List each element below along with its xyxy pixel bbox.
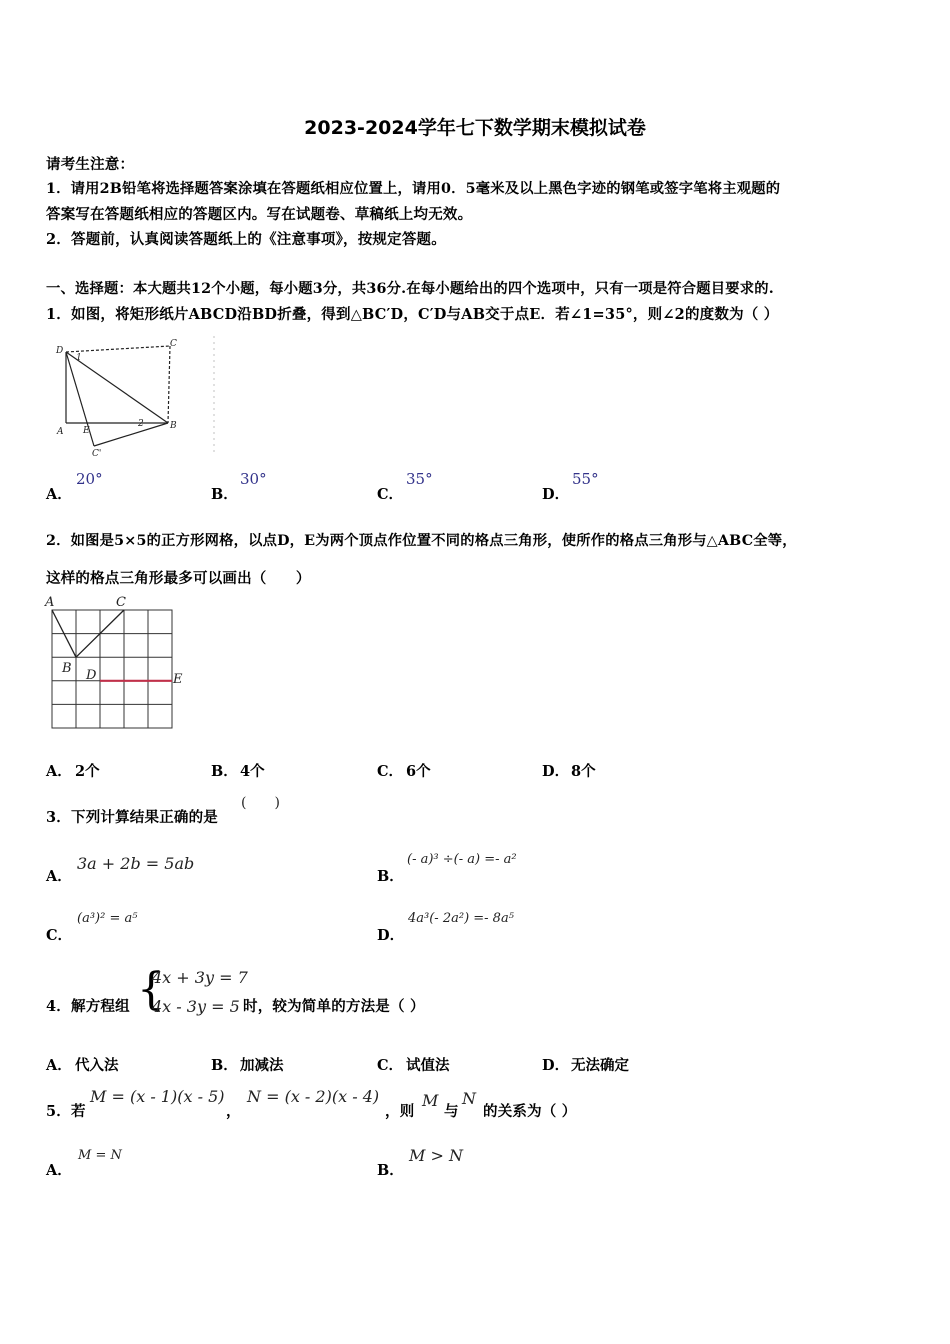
- label-c: C: [170, 339, 177, 349]
- label-b: B: [62, 661, 72, 676]
- q4-option-a-label: A．: [46, 1057, 72, 1074]
- q2-option-c-value: 6个: [406, 763, 431, 780]
- question-1-figure: [50, 332, 220, 462]
- q3-option-a-label: A．: [46, 868, 72, 885]
- q1-option-d-label: D．: [542, 486, 570, 503]
- q4-option-b-label: B．: [211, 1057, 238, 1074]
- label-e: E: [173, 672, 183, 687]
- label-d: D: [86, 668, 97, 683]
- q1-option-b-value: 30°: [240, 470, 267, 488]
- question-4-stem-a: 4．解方程组: [46, 998, 130, 1015]
- q2-option-d-value: 8个: [571, 763, 596, 780]
- q4-option-c-label: C．: [377, 1057, 404, 1074]
- question-5-stem-a: 5．若: [46, 1103, 86, 1120]
- question-3-stem: 3．下列计算结果正确的是: [46, 809, 218, 826]
- label-a: A: [45, 595, 55, 610]
- q4-option-a-value: 代入法: [75, 1057, 119, 1074]
- edge-dc: [66, 346, 170, 352]
- question-2-stem-b: 这样的格点三角形最多可以画出（ ）: [46, 570, 311, 587]
- label-c: C: [116, 595, 126, 610]
- equation-2: 4x - 3y = 5: [152, 997, 240, 1016]
- q1-option-c-value: 35°: [406, 470, 433, 488]
- question-4-stem-b: 时，较为简单的方法是（ ）: [243, 998, 425, 1015]
- question-5-stem-c: 的关系为（ ）: [483, 1103, 577, 1120]
- section-heading: 一、选择题：本大题共12个小题，每小题3分，共36分.在每小题给出的四个选项中，只有一项是符合题目要求的.: [46, 281, 774, 297]
- q5-option-b-label: B．: [377, 1162, 404, 1179]
- variable-n: N: [462, 1089, 476, 1108]
- q5-option-a-expr: M = N: [78, 1148, 122, 1163]
- q1-option-d-value: 55°: [572, 470, 599, 488]
- q3-option-c-label: C．: [46, 927, 73, 944]
- q2-option-b-label: B．: [211, 763, 238, 780]
- label-c-prime: C': [92, 449, 102, 459]
- equation-brace: {: [137, 964, 165, 1015]
- label-d: D: [56, 346, 64, 356]
- notice-heading: 请考生注意：: [46, 156, 135, 173]
- label-angle-1: 1: [76, 353, 82, 363]
- question-3-paren: ( ): [241, 795, 280, 811]
- question-5-stem-b: ，则: [385, 1103, 415, 1120]
- label-b: B: [170, 421, 177, 431]
- question-5-comma: ，: [226, 1103, 241, 1120]
- q5-option-a-label: A．: [46, 1162, 72, 1179]
- variable-m: M: [422, 1091, 439, 1110]
- q2-option-d-label: D．: [542, 763, 570, 780]
- q3-option-b-label: B．: [377, 868, 404, 885]
- question-2-stem-a: 2．如图是5×5的正方形网格，以点D，E为两个顶点作位置不同的格点三角形，使所作的格点三角形与△ABC全等，: [46, 533, 797, 549]
- edge-dc-prime: [66, 352, 94, 446]
- q4-option-d-value: 无法确定: [571, 1057, 629, 1074]
- label-a: A: [57, 427, 64, 437]
- q1-option-b-label: B．: [211, 486, 238, 503]
- label-angle-2: 2: [138, 419, 144, 429]
- q3-option-a-expr: 3a + 2b = 5ab: [77, 854, 195, 873]
- q2-option-c-label: C．: [377, 763, 404, 780]
- q1-option-a-value: 20°: [76, 470, 103, 488]
- expression-n: N = (x - 2)(x - 4): [247, 1087, 380, 1106]
- q3-option-b-expr: (- a)³ ÷(- a) =- a²: [407, 852, 517, 867]
- q2-option-a-value: 2个: [75, 763, 100, 780]
- q2-option-b-value: 4个: [240, 763, 265, 780]
- question-2-grid-figure: [42, 592, 192, 734]
- expression-m: M = (x - 1)(x - 5): [90, 1087, 225, 1106]
- q4-option-b-value: 加减法: [240, 1057, 284, 1074]
- edge-cb: [168, 346, 170, 423]
- edge-c-prime-b: [94, 423, 168, 446]
- q2-option-a-label: A．: [46, 763, 72, 780]
- q3-option-c-expr: (a³)² = a⁵: [77, 911, 138, 926]
- notice-line-1a: 1．请用2B铅笔将选择题答案涂填在答题纸相应位置上，请用0．5毫米及以上黑色字迹的钢笔或签字笔将主观题的: [46, 181, 781, 197]
- q3-option-d-label: D．: [377, 927, 405, 944]
- q1-option-c-label: C．: [377, 486, 404, 503]
- q3-option-d-expr: 4a³(- 2a²) =- 8a⁵: [408, 911, 514, 926]
- equation-1: 4x + 3y = 7: [152, 968, 248, 987]
- q5-option-b-expr: M > N: [409, 1146, 463, 1165]
- question-5-with: 与: [444, 1103, 459, 1120]
- label-e: E: [83, 426, 90, 436]
- q1-option-a-label: A．: [46, 486, 72, 503]
- notice-line-2: 2．答题前，认真阅读答题纸上的《注意事项》，按规定答题。: [46, 231, 446, 248]
- page-title: 2023-2024学年七下数学期末模拟试卷: [304, 117, 646, 139]
- q4-option-c-value: 试值法: [406, 1057, 450, 1074]
- notice-line-1b: 答案写在答题纸相应的答题区内。写在试题卷、草稿纸上均无效。: [46, 206, 473, 223]
- question-1-stem: 1．如图，将矩形纸片ABCD沿BD折叠，得到△BC′D，C′D与AB交于点E．若∠1=35°，则∠2的度数为（ ）: [46, 306, 779, 323]
- q4-option-d-label: D．: [542, 1057, 570, 1074]
